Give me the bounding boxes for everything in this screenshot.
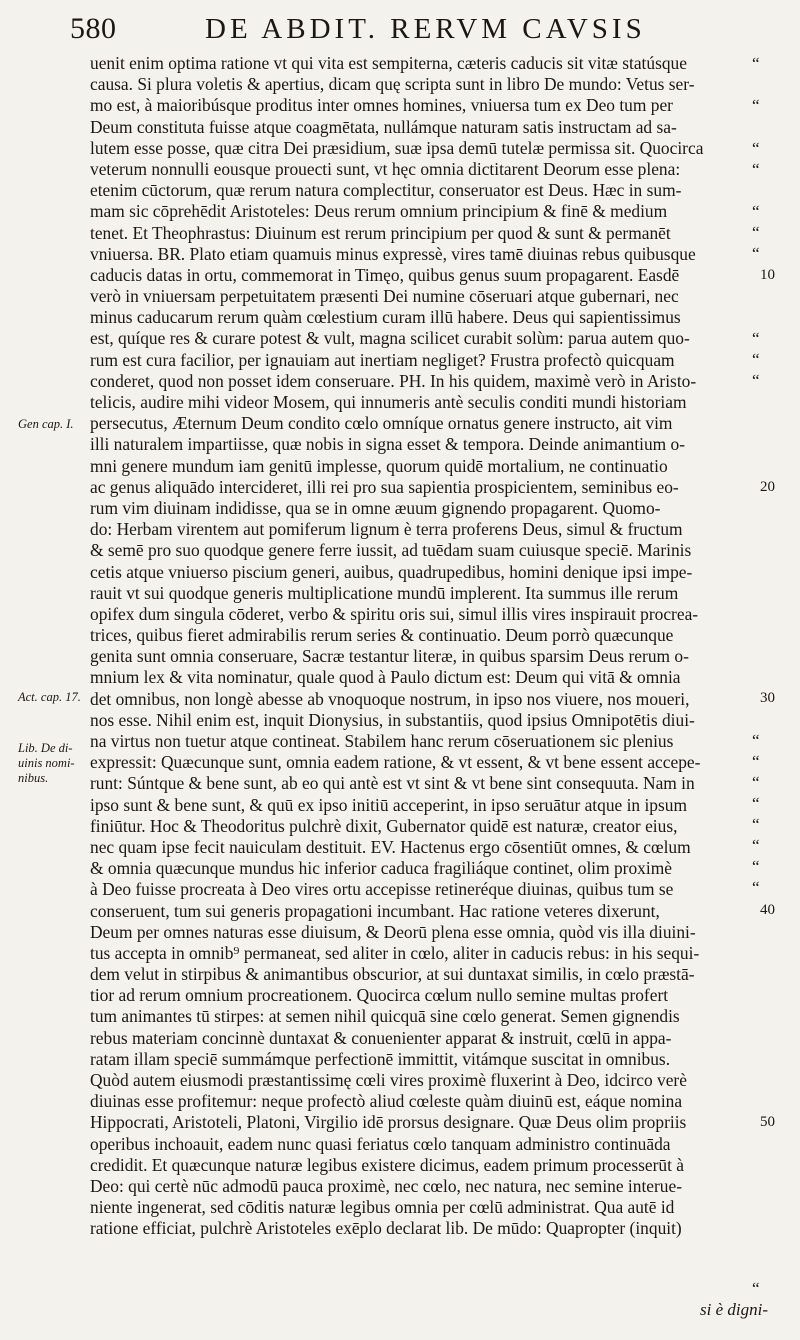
- quote-mark: “: [752, 794, 760, 813]
- text-line: ratam illam speciē summámque perfectionē immittit, vitámque suscitat in omnibus.: [90, 1048, 671, 1069]
- line-number: 10: [760, 267, 775, 283]
- text-line: nos esse. Nihil enim est, inquit Dionysius, in substantiis, quod ipsius Omnipotētis diui-: [90, 709, 695, 730]
- text-line: genita sunt omnia conseruare, Sacræ testantur literæ, in quibus sparsim Deus rerum o-: [90, 646, 689, 667]
- quote-mark: “: [752, 815, 760, 834]
- text-line: rum vim diuinam indidisse, qua se in omne æuum gignendo propagarent. Quomo-: [90, 497, 661, 518]
- text-line: & semē pro suo quodque genere ferre iussit, ad tuēdam suam cuiusque speciē. Marinis: [90, 540, 692, 561]
- line-number: 40: [760, 902, 775, 918]
- text-line: cetis atque vniuerso piscium generi, auibus, quadrupedibus, homini denique ipsi impe-: [90, 561, 693, 582]
- text-line: vniuersa. BR. Plato etiam quamuis minus expressè, vires tamē diuinas rebus quibusque: [90, 243, 696, 264]
- quote-mark: “: [752, 54, 760, 73]
- quote-mark: “: [752, 160, 760, 179]
- page-number: 580: [70, 12, 117, 45]
- text-line: Deum per omnes naturas esse diuisum, & Deorū plena esse omnia, quòd vis illa diuini-: [90, 921, 696, 942]
- text-line: runt: Súntque & bene sunt, ab eo qui antè est vt sint & vt bene sint consequuta. Nam in: [90, 773, 695, 794]
- text-line: credidit. Et quæcunque naturæ legibus existere dicimus, eadem primum processerūt à: [90, 1154, 685, 1175]
- text-line: tum animantes tū stirpes: at semen nihil quicquā sine cœlo generat. Semen gignendis: [90, 1006, 680, 1027]
- text-line: conderet, quod non posset idem conseruare. PH. In his quidem, maximè verò in Aristo-: [90, 370, 697, 391]
- text-line: rauit vt sui quodque generis multiplicatione mundū implerent. Ita summus ille rerum: [90, 582, 679, 603]
- catchword: si è digni-: [700, 1300, 768, 1319]
- text-line: operibus inchoauit, eadem nunc quasi feriatus cœlo tanquam administro continuāda: [90, 1133, 671, 1154]
- text-line: conseruent, tum sui generis propagationi incumbant. Hac ratione veteres dixerunt,: [90, 900, 660, 921]
- text-line: tenet. Et Theophrastus: Diuinum est rerum principium per quod & sunt & permanēt: [90, 222, 671, 243]
- text-line: mni genere mundum iam genitū implesse, quorum quidē mortalium, ne continuatio: [90, 455, 668, 476]
- text-line: expressit: Quæcunque sunt, omnia eadem ratione, & vt essent, & vt bene essent accepe-: [90, 752, 701, 773]
- text-line: rebus materiam concinnè duntaxat & conuenienter apparat & instruit, cœlū in appa-: [90, 1027, 672, 1048]
- quote-mark: “: [752, 752, 760, 771]
- line-number: 30: [760, 690, 775, 706]
- text-line: ac genus aliquādo intercideret, illi rei pro sua sapientia prospicientem, seminibus eo-: [90, 476, 679, 497]
- quote-mark: “: [752, 96, 760, 115]
- quote-mark: “: [752, 244, 760, 263]
- text-line: uenit enim optima ratione vt qui vita est sempiterna, cæteris caducis sit vitæ statúsque: [90, 53, 687, 73]
- quote-mark: “: [752, 773, 760, 792]
- text-line: det omnibus, non longè abesse ab vnoquoque nostrum, in ipso nos viuere, nos moueri,: [90, 688, 690, 709]
- quote-mark: “: [752, 857, 760, 876]
- text-line: na virtus non tuetur atque contineat. Stabilem hanc rerum cōseruationem sic plenius: [90, 731, 674, 751]
- margin-note: uinis nomi-: [18, 756, 75, 770]
- margin-note: Act. cap. 17.: [18, 690, 81, 704]
- text-line: causa. Si plura voletis & apertius, dicam quę scripta sunt in libro De mundo: Vetus ser-: [90, 74, 695, 95]
- text-line: finiūtur. Hoc & Theodoritus pulchrè dixit, Gubernator quidē est naturæ, creator eius,: [90, 815, 678, 836]
- text-line: tus accepta in omnib⁹ permaneat, sed aliter in cœlo, aliter in caducis rebus: in his sequi-: [90, 942, 700, 963]
- text-line: mnium lex & vita nominatur, quale quod à Paulo dictum est: Deum qui vitā & omnia: [90, 667, 681, 688]
- text-line: caducis datas in ortu, commemorat in Timęo, quibus genus suum propagarent. Easdē: [90, 264, 680, 285]
- text-line: & omnia quæcunque mundus hic inferior caduca fragiliáque continet, olim proximè: [90, 858, 672, 879]
- text-line: trices, quibus fieret admirabilis rerum series & continuatio. Deum porrò quæcunque: [90, 625, 674, 646]
- text-line: do: Herbam virentem aut pomiferum lignum è terra proferens Deus, simul & fructum: [90, 519, 683, 540]
- text-line: verò in vniuersam perpetuitatem præsenti Dei numine cōseruari atque gubernari, nec: [90, 286, 679, 307]
- text-line: Deo: qui certè nūc admodū pauca proximè, nec cœlo, nec natura, nec semine interue-: [90, 1175, 682, 1196]
- text-line: ipso sunt & bene sunt, & quū ex ipso initiū acceperint, in ipso seruātur atque in ipsum: [90, 794, 687, 815]
- text-line: minus caducarum rerum quàm cœlestium curam illū habere. Deus qui sapientissimus: [90, 307, 681, 328]
- text-line: mo est, à maioribúsque proditus inter omnes homines, vniuersa tum ex Deo tum per: [90, 95, 673, 116]
- line-number: 20: [760, 479, 775, 495]
- text-line: dem velut in stirpibus & animantibus obscurior, at sui duntaxat similis, in cœlo præstā-: [90, 964, 695, 985]
- margin-note: Gen cap. I.: [18, 417, 74, 431]
- text-line: Hippocrati, Aristoteli, Platoni, Virgilio idē prorsus designare. Quæ Deus olim propriis: [90, 1112, 687, 1133]
- text-line: illi naturalem impartiisse, quæ nobis in signa esset & tempora. Deinde animantium o-: [90, 434, 686, 455]
- text-line: mam sic cōprehēdit Aristoteles: Deus rerum omnium principium & finē & medium: [90, 201, 668, 222]
- text-line: nec quam ipse fecit nauiculam destituit. EV. Hactenus ergo cōsentiūt omnes, & cœlum: [90, 836, 691, 857]
- quote-mark: “: [752, 139, 760, 158]
- quote-mark: “: [752, 1279, 760, 1298]
- quote-mark: “: [752, 731, 760, 750]
- text-line: tior ad rerum omnium procreationem. Quocirca cœlum nullo semine multas profert: [90, 985, 669, 1006]
- text-line: opifex dum singula cōderet, verbo & spiritu oris sui, simul illis vires inspirauit procrea-: [90, 603, 699, 624]
- text-line: à Deo fuisse procreata à Deo vires ortu accepisse retineréque diuinas, quibus tum se: [90, 879, 674, 900]
- text-line: veterum nonnulli eousque prouecti sunt, vt hęc omnia dictitarent Deorum esse plena:: [90, 158, 681, 179]
- quote-mark: “: [752, 350, 760, 369]
- quote-mark: “: [752, 329, 760, 348]
- text-line: lutem esse posse, quæ citra Dei præsidium, suæ ipsa demū tutelæ permissa sit. Quocirca: [90, 137, 704, 158]
- margin-note: Lib. De di-: [18, 741, 73, 755]
- running-title: DE ABDIT. RERVM CAVSIS: [205, 13, 646, 45]
- quote-mark: “: [752, 878, 760, 897]
- text-line: rum est cura facilior, per ignauiam aut inertiam negliget? Frustra profectò quicquam: [90, 349, 675, 370]
- text-line: telicis, audire mihi videor Mosem, qui innumeris antè seculis conditi mundi historiam: [90, 392, 687, 412]
- text-line: persecutus, Æternum Deum condito cœlo omníque ornatus genere instructo, ait vim: [90, 413, 673, 434]
- text-line: Quòd autem eiusmodi præstantissimę cœli vires proximè fluxerint à Deo, idcirco verè: [90, 1070, 687, 1090]
- text-line: ratione efficiat, pulchrè Aristoteles exēplo declarat lib. De mūdo: Quapropter (inquit): [90, 1218, 682, 1239]
- text-line: diuinas esse profitemur: neque profectò aliud cœleste quàm diuinū est, eáque nomina: [90, 1091, 683, 1112]
- quote-mark: “: [752, 371, 760, 390]
- quote-mark: “: [752, 836, 760, 855]
- main-text: [90, 53, 740, 1240]
- quote-mark: “: [752, 202, 760, 221]
- text-line: est, quíque res & curare potest & vult, magna scilicet curabit solùm: parua autem quo-: [90, 328, 690, 349]
- margin-note: nibus.: [18, 771, 49, 785]
- quote-mark: “: [752, 223, 760, 242]
- text-line: etenim cūctorum, quæ rerum natura complectitur, conseruator est Deus. Hæc in sum-: [90, 180, 682, 201]
- text-line: niente ingenerat, sed cōditis naturæ legibus omnia per cœlū administrat. Qua autē id: [90, 1197, 675, 1218]
- line-number: 50: [760, 1114, 775, 1130]
- text-line: Deum constituta fuisse atque coagmētata, nullámque naturam satis instructam ad sa-: [90, 116, 677, 137]
